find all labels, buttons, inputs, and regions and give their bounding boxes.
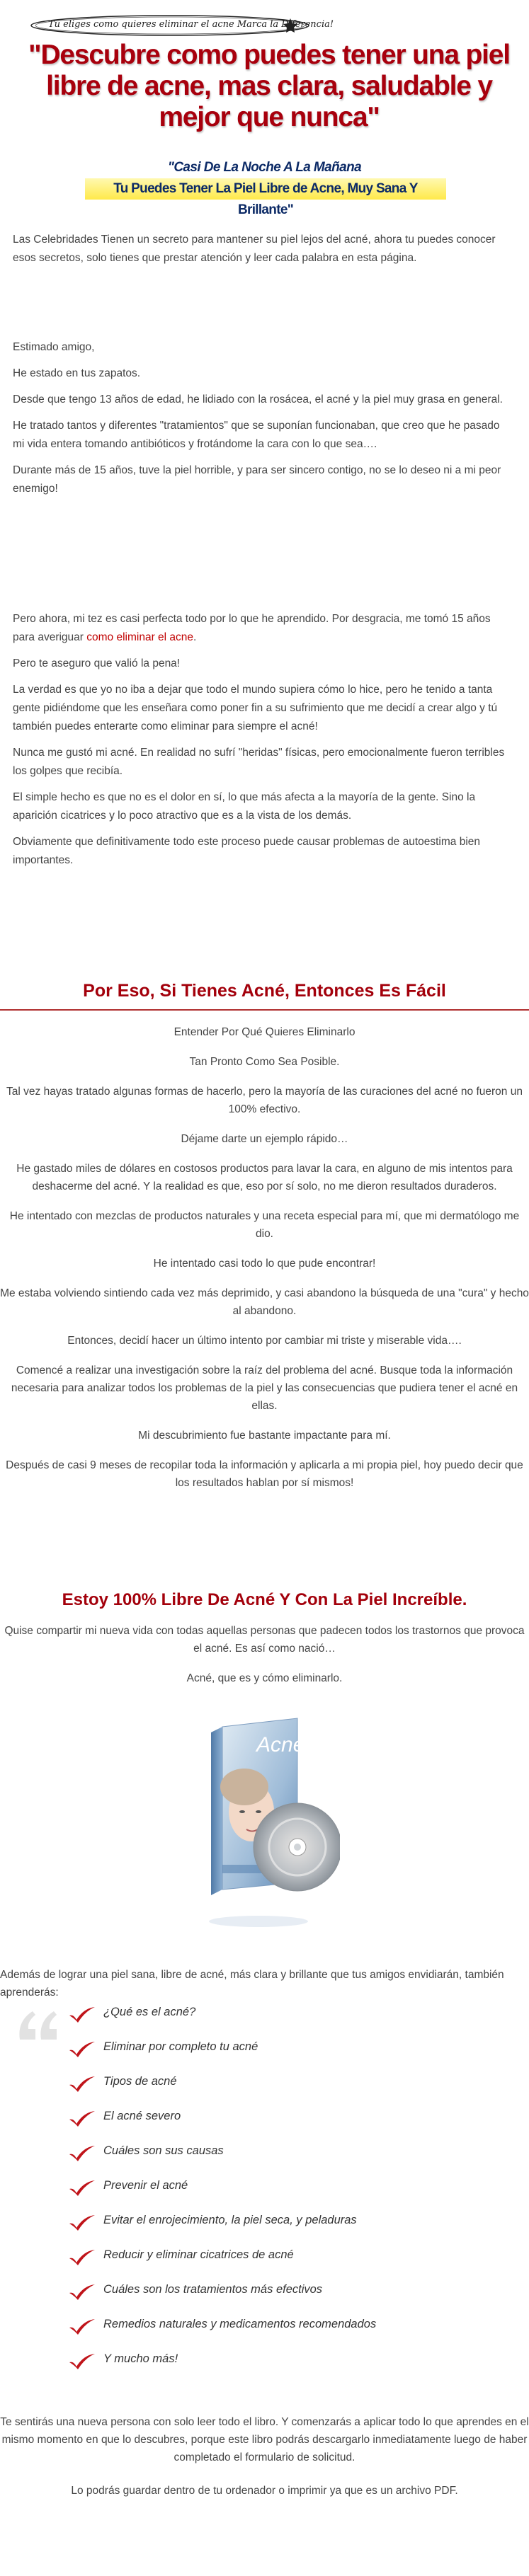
closing-block: [0, 2413, 529, 2512]
intro-paragraph: Nunca me gustó mi acné. En realidad no sufrí "heridas" físicas, pero emocionalmente fueron terribles los golpes que recibía.: [13, 747, 505, 777]
tagline-banner: [28, 13, 334, 38]
body-paragraph: Acné, que es y cómo eliminarlo.: [186, 1672, 343, 1684]
list-item: [68, 2141, 493, 2176]
intro-block-3: [13, 610, 508, 878]
list-item-label: ¿Qué es el acné?: [103, 2006, 196, 2018]
list-item-label: Remedios naturales y medicamentos recomendados: [103, 2318, 377, 2330]
list-item-label: Cuáles son los tratamientos más efectivos: [103, 2283, 323, 2296]
intro-paragraph: Desde que tengo 13 años de edad, he lidiado con la rosácea, el acné y la piel muy grasa en general.: [13, 393, 503, 406]
body-paragraph: Me estaba volviendo sintiendo cada vez más deprimido, y casi abandono la búsqueda de una "cura" y hecho al abandono.: [0, 1287, 529, 1317]
section-1-body: [0, 1023, 529, 1504]
section-title-free: Estoy 100% Libre De Acné Y Con La Piel Increíble.: [62, 1590, 467, 1609]
list-item: [68, 2315, 493, 2350]
intro-paragraph: El simple hecho es que no es el dolor en sí, lo que más afecta a la mayoría de la gente. Sino la aparición cicatrices y lo poco atractivo que es a la vista de los demás.: [13, 791, 476, 822]
list-item-label: Cuáles son sus causas: [103, 2144, 224, 2157]
check-icon: [68, 2318, 96, 2336]
list-item: [68, 2037, 493, 2072]
subheadline-1: "Casi De La Noche A La Mañana: [167, 160, 362, 175]
check-icon: [68, 2248, 96, 2267]
list-item-label: El acné severo: [103, 2110, 181, 2122]
body-paragraph: Mi descubrimiento fue bastante impactante para mí.: [138, 1430, 391, 1442]
intro-paragraph: La verdad es que yo no iba a dejar que todo el mundo supiera cómo lo hice, pero he tenido a tanta gente pidiéndome que les enseñara como poner fin a su sufrimiento que me decidí a crear algo y tú también puedes enterarte como eliminar para siempre el acné!: [13, 684, 498, 732]
remove-acne-link[interactable]: como eliminar el acne: [86, 631, 194, 643]
body-paragraph: He intentado casi todo lo que pude encontrar!: [153, 1258, 376, 1270]
body-paragraph: Entonces, decidí hacer un último intento por cambiar mi triste y miserable vida….: [67, 1335, 462, 1347]
body-paragraph: Entender Por Qué Quieres Eliminarlo: [174, 1026, 355, 1038]
tagline-text: Tu eliges como quieres eliminar el acne Marca la Diferencia!: [48, 19, 334, 30]
section-2-body: [0, 1622, 529, 1699]
check-icon: [68, 2144, 96, 2163]
body-paragraph: He gastado miles de dólares en costosos productos para lavar la cara, en alguno de mis intentos para deshacerme del acné. Y la realidad es que, eso por sí solo, no me dieron resultados duraderos.: [16, 1163, 513, 1192]
check-icon: [68, 2214, 96, 2232]
intro-block-1: [13, 231, 508, 275]
body-paragraph: Te sentirás una nueva persona con solo leer todo el libro. Y comenzarás a aplicar todo lo que aprendes en el mismo momento en que lo descubres, porque este libro podrás descargarlo inmediatamente luego de haber completado el formulario de solicitud.: [0, 2416, 529, 2463]
divider: [0, 1009, 529, 1011]
check-icon: [68, 2352, 96, 2371]
intro-paragraph: He estado en tus zapatos.: [13, 367, 141, 379]
check-icon: [68, 2283, 96, 2301]
body-paragraph: Quise compartir mi nueva vida con todas aquellas personas que padecen todos los trastornos que provoca el acné. Es así como nació…: [4, 1625, 525, 1655]
intro-paragraph: Durante más de 15 años, tuve la piel horrible, y para ser sincero contigo, no se lo deseo ni a mi peor enemigo!: [13, 464, 501, 495]
check-icon: [68, 2110, 96, 2128]
body-paragraph: He intentado con mezclas de productos naturales y una receta especial para mí, que mi dermatólogo me dio.: [9, 1210, 520, 1240]
list-item: [68, 2003, 493, 2037]
body-paragraph: Además de lograr una piel sana, libre de acné, más clara y brillante que tus amigos envidiarán, también aprenderás:: [0, 1969, 504, 1999]
list-item-label: Evitar el enrojecimiento, la piel seca, y peladuras: [103, 2214, 357, 2226]
intro-paragraph: Las Celebridades Tienen un secreto para mantener su piel lejos del acné, ahora tu puedes conocer esos secretos, solo tienes que prestar atención y leer cada palabra en esta página.: [13, 234, 496, 264]
body-paragraph: Lo podrás guardar dentro de tu ordenador o imprimir ya que es un archivo PDF.: [71, 2485, 458, 2497]
list-item: [68, 2280, 493, 2315]
body-paragraph: Comencé a realizar una investigación sobre la raíz del problema del acné. Busque toda la información necesaria para analizar todos los problemas de la piel y las consecuencias que pudiera tener el acné en ellas.: [11, 1364, 518, 1412]
body-paragraph: Después de casi 9 meses de recopilar toda la información y aplicarla a mi propia piel, hoy puedo decir que los resultados hablan por sí mismos!: [6, 1459, 523, 1489]
body-paragraph: Déjame darte un ejemplo rápido…: [181, 1133, 348, 1145]
main-headline: "Descubre como puedes tener una piel libre de acne, mas clara, saludable y mejor que nunca": [28, 40, 510, 132]
intro-paragraph: Pero te aseguro que valió la pena!: [13, 657, 181, 669]
list-item: [68, 2246, 493, 2280]
list-item-label: Reducir y eliminar cicatrices de acné: [103, 2248, 294, 2261]
list-item: [68, 2107, 493, 2141]
quote-icon: [14, 2004, 64, 2047]
check-icon: [68, 2040, 96, 2059]
subheadline-2-highlight: Tu Puedes Tener La Piel Libre de Acne, Muy Sana Y Brillante": [85, 178, 446, 200]
list-item-label: Eliminar por completo tu acné: [103, 2040, 258, 2053]
intro-block-2: [13, 338, 508, 506]
check-icon: [68, 2075, 96, 2093]
list-item-label: Y mucho más!: [103, 2352, 178, 2365]
intro-paragraph: He tratado tantos y diferentes "tratamientos" que se suponían funcionaban, que creo que he pasado mi vida entera tomando antibióticos y frotándome la cara con lo que sea….: [13, 420, 500, 450]
body-paragraph: Tal vez hayas tratado algunas formas de hacerlo, pero la mayoría de las curaciones del acné no fueron un 100% efectivo.: [6, 1086, 523, 1115]
greeting: Estimado amigo,: [13, 341, 95, 353]
intro-paragraph: Obviamente que definitivamente todo este proceso puede causar problemas de autoestima bien importantes.: [13, 836, 481, 866]
cover-title: Acne: [256, 1733, 305, 1756]
header: [0, 0, 529, 217]
check-icon: [68, 2179, 96, 2197]
list-item: [68, 2176, 493, 2211]
paragraph-text: Pero ahora, mi tez es casi perfecta todo por lo que he aprendido. Por desgracia, me tomó 15 años para averiguar: [13, 613, 491, 643]
list-item: [68, 2350, 493, 2384]
list-item: [68, 2072, 493, 2107]
check-icon: [68, 2006, 96, 2024]
list-item-label: Tipos de acné: [103, 2075, 177, 2088]
learn-list: [68, 2003, 493, 2384]
body-paragraph: Tan Pronto Como Sea Posible.: [189, 1056, 340, 1068]
list-item-label: Prevenir el acné: [103, 2179, 188, 2192]
intro-paragraph: [13, 610, 508, 647]
section-title-easy: Por Eso, Si Tienes Acné, Entonces Es Fácil: [83, 981, 446, 1001]
list-item: [68, 2211, 493, 2246]
ebook-cover-icon: [191, 1713, 340, 1932]
paragraph-text: .: [193, 631, 197, 643]
